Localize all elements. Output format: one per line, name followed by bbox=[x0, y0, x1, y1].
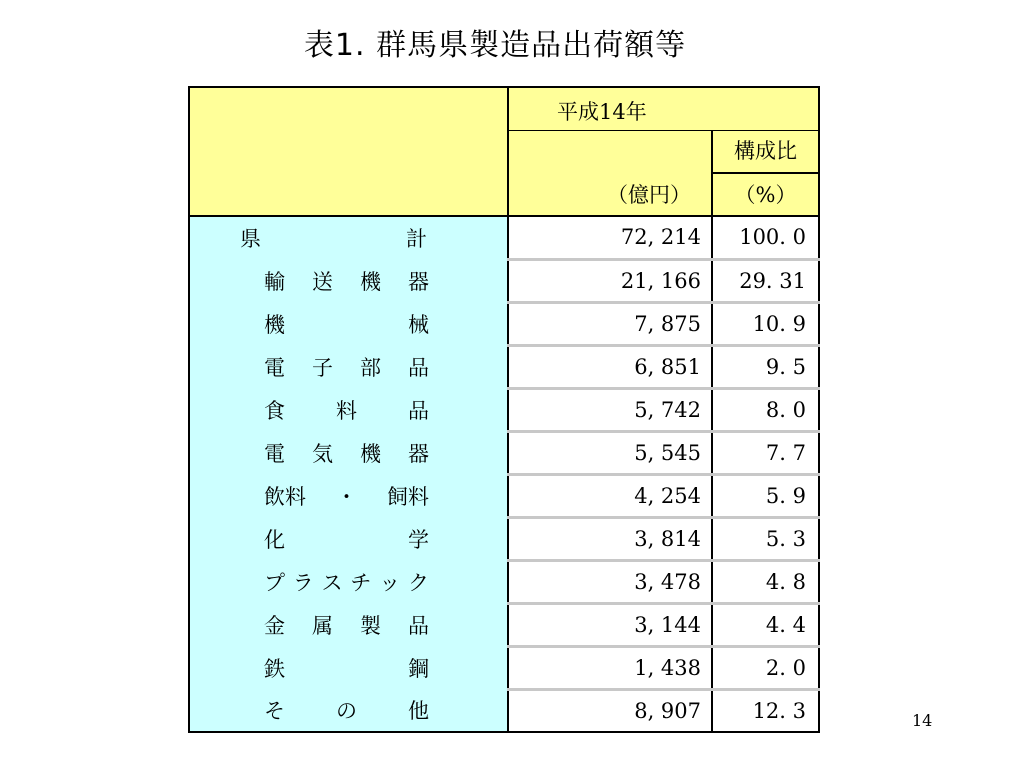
row-value: 6, 851 bbox=[508, 345, 712, 388]
row-label bbox=[189, 302, 508, 345]
row-label-part: 料 bbox=[336, 398, 357, 423]
row-label bbox=[189, 388, 508, 431]
row-label-part: 金 bbox=[264, 613, 285, 638]
row-label bbox=[189, 517, 508, 560]
row-share: 9. 5 bbox=[712, 345, 819, 388]
row-value: 3, 814 bbox=[508, 517, 712, 560]
row-value: 4, 254 bbox=[508, 474, 712, 517]
row-label bbox=[189, 474, 508, 517]
header-share-unit: （%） bbox=[712, 173, 819, 216]
row-label-part: 機 bbox=[360, 441, 381, 466]
row-label-part: ス bbox=[321, 570, 343, 595]
row-label-part: 機 bbox=[360, 269, 381, 294]
row-label-part: 製 bbox=[360, 613, 381, 638]
row-label bbox=[189, 259, 508, 302]
row-label-part: 計 bbox=[406, 227, 427, 251]
row-label-part: 部 bbox=[360, 355, 381, 380]
row-share: 4. 8 bbox=[712, 560, 819, 603]
row-value: 3, 144 bbox=[508, 603, 712, 646]
row-value: 8, 907 bbox=[508, 689, 712, 732]
row-label-part: そ bbox=[264, 699, 285, 723]
row-share: 29. 31 bbox=[712, 259, 819, 302]
row-label-part: ラ bbox=[292, 570, 314, 595]
row-share: 12. 3 bbox=[712, 689, 819, 732]
row-label-part: 学 bbox=[408, 527, 429, 552]
table-row bbox=[189, 259, 819, 302]
row-label-part: 品 bbox=[408, 398, 429, 423]
row-label bbox=[189, 646, 508, 689]
row-label bbox=[189, 345, 508, 388]
row-share: 5. 9 bbox=[712, 474, 819, 517]
row-share: 4. 4 bbox=[712, 603, 819, 646]
table-row bbox=[189, 474, 819, 517]
page-number: 14 bbox=[912, 711, 933, 730]
row-value: 1, 438 bbox=[508, 646, 712, 689]
row-label-part: 送 bbox=[312, 269, 333, 294]
table-row bbox=[189, 689, 819, 732]
row-label-part: 器 bbox=[408, 269, 429, 294]
row-value: 7, 875 bbox=[508, 302, 712, 345]
row-label-part: 械 bbox=[408, 312, 429, 337]
row-label-part: の bbox=[336, 699, 357, 723]
table-row bbox=[189, 517, 819, 560]
row-label-part: ク bbox=[407, 570, 429, 595]
row-label-part: 他 bbox=[408, 699, 429, 723]
table-row bbox=[189, 302, 819, 345]
row-value: 5, 545 bbox=[508, 431, 712, 474]
table-row bbox=[189, 603, 819, 646]
row-label-part: 電 bbox=[264, 441, 285, 466]
row-label-part: 属 bbox=[312, 613, 333, 638]
row-label-part: 輸 bbox=[264, 269, 285, 294]
row-label bbox=[189, 689, 508, 732]
row-label bbox=[189, 560, 508, 603]
row-label bbox=[189, 431, 508, 474]
shipment-table bbox=[188, 86, 820, 733]
header-label-cell bbox=[189, 87, 508, 216]
row-label-part: ッ bbox=[379, 570, 401, 595]
table-row bbox=[189, 646, 819, 689]
row-share: 100. 0 bbox=[712, 216, 819, 259]
row-label-part: 気 bbox=[312, 441, 333, 466]
row-value: 5, 742 bbox=[508, 388, 712, 431]
table-row bbox=[189, 345, 819, 388]
row-label-part: 食 bbox=[264, 398, 285, 423]
row-value: 21, 166 bbox=[508, 259, 712, 302]
row-share: 2. 0 bbox=[712, 646, 819, 689]
table-row bbox=[189, 560, 819, 603]
table-row bbox=[189, 216, 819, 259]
row-label-part: 鉄 bbox=[264, 656, 285, 681]
header-value-unit: （億円） bbox=[508, 130, 712, 216]
row-label-part: 電 bbox=[264, 355, 285, 380]
row-label-part: 器 bbox=[408, 441, 429, 466]
row-label-part: 飼料 bbox=[387, 484, 429, 509]
table-row bbox=[189, 431, 819, 474]
row-value: 3, 478 bbox=[508, 560, 712, 603]
row-label bbox=[189, 216, 508, 259]
row-label-part: 化 bbox=[264, 527, 285, 552]
table-row bbox=[189, 388, 819, 431]
row-label-part: プ bbox=[264, 570, 285, 595]
header-share-label: 構成比 bbox=[712, 130, 819, 173]
row-label-part: 県 bbox=[240, 227, 261, 251]
row-share: 8. 0 bbox=[712, 388, 819, 431]
slide-title: 表1. 群馬県製造品出荷額等 bbox=[303, 28, 687, 63]
row-label-part: 鋼 bbox=[408, 656, 429, 681]
row-share: 7. 7 bbox=[712, 431, 819, 474]
row-value: 72, 214 bbox=[508, 216, 712, 259]
row-label-part: 品 bbox=[408, 613, 429, 638]
row-label-part: 子 bbox=[312, 355, 333, 380]
row-label-part: 飲料 bbox=[264, 484, 306, 509]
row-label-part: 品 bbox=[408, 355, 429, 380]
row-label-part: 機 bbox=[264, 312, 285, 337]
row-share: 10. 9 bbox=[712, 302, 819, 345]
row-label-part: チ bbox=[350, 570, 372, 595]
header-year: 平成14年 bbox=[508, 87, 819, 130]
row-label bbox=[189, 603, 508, 646]
row-share: 5. 3 bbox=[712, 517, 819, 560]
row-label-part: ・ bbox=[336, 484, 357, 509]
header-row-1 bbox=[189, 87, 819, 130]
